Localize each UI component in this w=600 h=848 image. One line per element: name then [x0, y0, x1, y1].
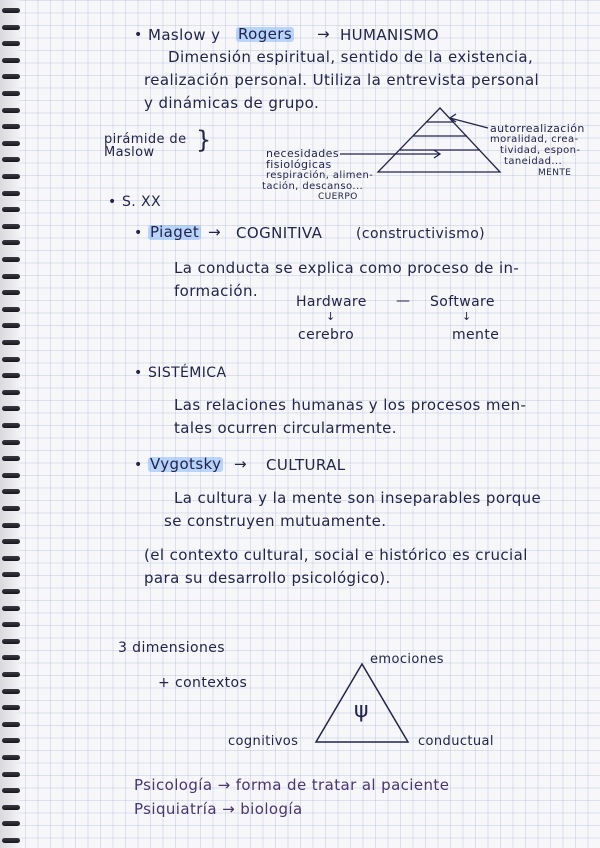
- binding-ring: [2, 589, 20, 594]
- binding-ring: [2, 622, 20, 627]
- binding-ring: [2, 390, 20, 395]
- constructivismo-label: (constructivismo): [356, 226, 486, 242]
- binding-ring: [2, 456, 20, 461]
- down-arrow: ↓: [462, 310, 472, 323]
- arrow: →: [317, 25, 330, 43]
- binding-ring: [2, 556, 20, 561]
- dash: —: [396, 293, 411, 309]
- binding-ring: [2, 373, 20, 378]
- binding-ring: [2, 539, 20, 544]
- contextos-label: + contextos: [158, 675, 248, 691]
- humanismo-title: HUMANISMO: [340, 26, 439, 44]
- binding-ring: [2, 340, 20, 345]
- top-detail-1: moralidad, crea-: [490, 134, 579, 145]
- mente-label: MENTE: [538, 168, 572, 178]
- binding-ring: [2, 207, 20, 212]
- binding-ring: [2, 689, 20, 694]
- binding-ring: [2, 8, 20, 13]
- binding-ring: [2, 191, 20, 196]
- binding-ring: [2, 838, 20, 843]
- top-detail-2: tividad, espon-: [500, 145, 581, 156]
- binding-ring: [2, 423, 20, 428]
- binding-ring: [2, 738, 20, 743]
- binding-ring: [2, 606, 20, 611]
- autorrealizacion-label: autorrealización: [490, 122, 585, 135]
- siglo-label: S. XX: [122, 194, 161, 210]
- cognitivos-label: cognitivos: [228, 734, 299, 749]
- humanismo-line-1: Dimensión espiritual, sentido de la existencia,: [168, 48, 534, 66]
- binding-ring: [2, 788, 20, 793]
- vygotsky-line-1: La cultura y la mente son inseparables porque: [174, 489, 542, 507]
- arrow-to-top: [450, 118, 488, 128]
- piaget-line-2: formación.: [174, 282, 259, 300]
- rogers-heading: Rogers: [238, 25, 293, 43]
- binding-ring: [2, 506, 20, 511]
- bullet: •: [134, 457, 143, 473]
- binding-ring: [2, 722, 20, 727]
- binding-ring: [2, 572, 20, 577]
- psi-symbol: ψ: [354, 698, 369, 723]
- binding-ring: [2, 772, 20, 777]
- dimensiones-title: 3 dimensiones: [118, 640, 225, 656]
- arrow: →: [208, 223, 221, 241]
- arrow-head: [450, 114, 456, 122]
- binding-ring: [2, 639, 20, 644]
- binding-ring: [2, 141, 20, 146]
- vygotsky-line-2: se construyen mutuamente.: [164, 512, 387, 530]
- binding-ring: [2, 124, 20, 129]
- sistemica-line-1: Las relaciones humanas y los procesos men-: [174, 396, 527, 414]
- bullet: •: [134, 225, 143, 241]
- software-label: Software: [430, 294, 495, 310]
- piaget-line-1: La conducta se explica como proceso de in-: [174, 259, 520, 277]
- binding-ring: [2, 224, 20, 229]
- binding-ring: [2, 157, 20, 162]
- binding-ring: [2, 821, 20, 826]
- humanismo-line-2: realización personal. Utiliza la entrevista personal: [144, 71, 540, 89]
- binding-ring: [2, 805, 20, 810]
- needs-detail-2: tación, descanso...: [262, 181, 364, 192]
- binding-ring: [2, 655, 20, 660]
- cultural-title: CULTURAL: [266, 456, 346, 474]
- arrow: →: [234, 455, 247, 473]
- binding-ring: [2, 290, 20, 295]
- cognitiva-title: COGNITIVA: [236, 224, 323, 242]
- brace: }: [196, 126, 212, 154]
- bullet: •: [134, 365, 143, 381]
- humanismo-line-3: y dinámicas de grupo.: [144, 94, 320, 112]
- emociones-label: emociones: [370, 652, 444, 667]
- needs-label-2: fisiológicas: [266, 158, 332, 171]
- sistemica-title: SISTÉMICA: [148, 365, 227, 381]
- vygotsky-heading: Vygotsky: [150, 455, 222, 473]
- binding-ring: [2, 74, 20, 79]
- binding-ring: [2, 440, 20, 445]
- binding-ring: [2, 25, 20, 30]
- binding-ring: [2, 705, 20, 710]
- binding-ring: [2, 473, 20, 478]
- needs-detail-1: respiración, alimen-: [266, 170, 374, 181]
- binding-ring: [2, 523, 20, 528]
- top-detail-3: taneidad...: [504, 156, 563, 167]
- vygotsky-line-3: (el contexto cultural, social e histórico es crucial: [144, 546, 528, 564]
- piramide-label: pirámide de: [104, 132, 187, 147]
- piramide-label-maslow: Maslow: [104, 145, 155, 160]
- cuerpo-label: CUERPO: [318, 192, 358, 202]
- vygotsky-line-4: para su desarrollo psicológico).: [144, 569, 391, 587]
- down-arrow: ↓: [326, 310, 336, 323]
- binding-ring: [2, 357, 20, 362]
- binding-ring: [2, 307, 20, 312]
- binding-ring: [2, 108, 20, 113]
- spiral-binding: [0, 0, 22, 848]
- binding-ring: [2, 240, 20, 245]
- sistemica-line-2: tales ocurren circularmente.: [174, 419, 397, 437]
- binding-ring: [2, 274, 20, 279]
- binding-ring: [2, 755, 20, 760]
- hardware-label: Hardware: [296, 294, 367, 310]
- binding-ring: [2, 489, 20, 494]
- maslow-pyramid-outline: [378, 108, 500, 172]
- arrow-head: [434, 150, 440, 158]
- binding-ring: [2, 406, 20, 411]
- bullet: •: [134, 27, 143, 43]
- binding-ring: [2, 323, 20, 328]
- needs-label: necesidades: [266, 147, 339, 160]
- binding-ring: [2, 672, 20, 677]
- binding-ring: [2, 58, 20, 63]
- bullet: •: [108, 194, 117, 210]
- mente-label: mente: [452, 327, 500, 343]
- binding-ring: [2, 257, 20, 262]
- piaget-heading: Piaget: [150, 223, 200, 241]
- maslow-heading: Maslow y: [148, 26, 221, 44]
- binding-ring: [2, 174, 20, 179]
- binding-ring: [2, 41, 20, 46]
- binding-ring: [2, 91, 20, 96]
- maslow-pyramid: [340, 108, 500, 172]
- psicologia-line: Psicología → forma de tratar al paciente: [134, 776, 450, 794]
- psiquiatria-line: Psiquiatría → biología: [134, 800, 303, 818]
- conductual-label: conductual: [418, 734, 494, 749]
- cerebro-label: cerebro: [298, 327, 355, 343]
